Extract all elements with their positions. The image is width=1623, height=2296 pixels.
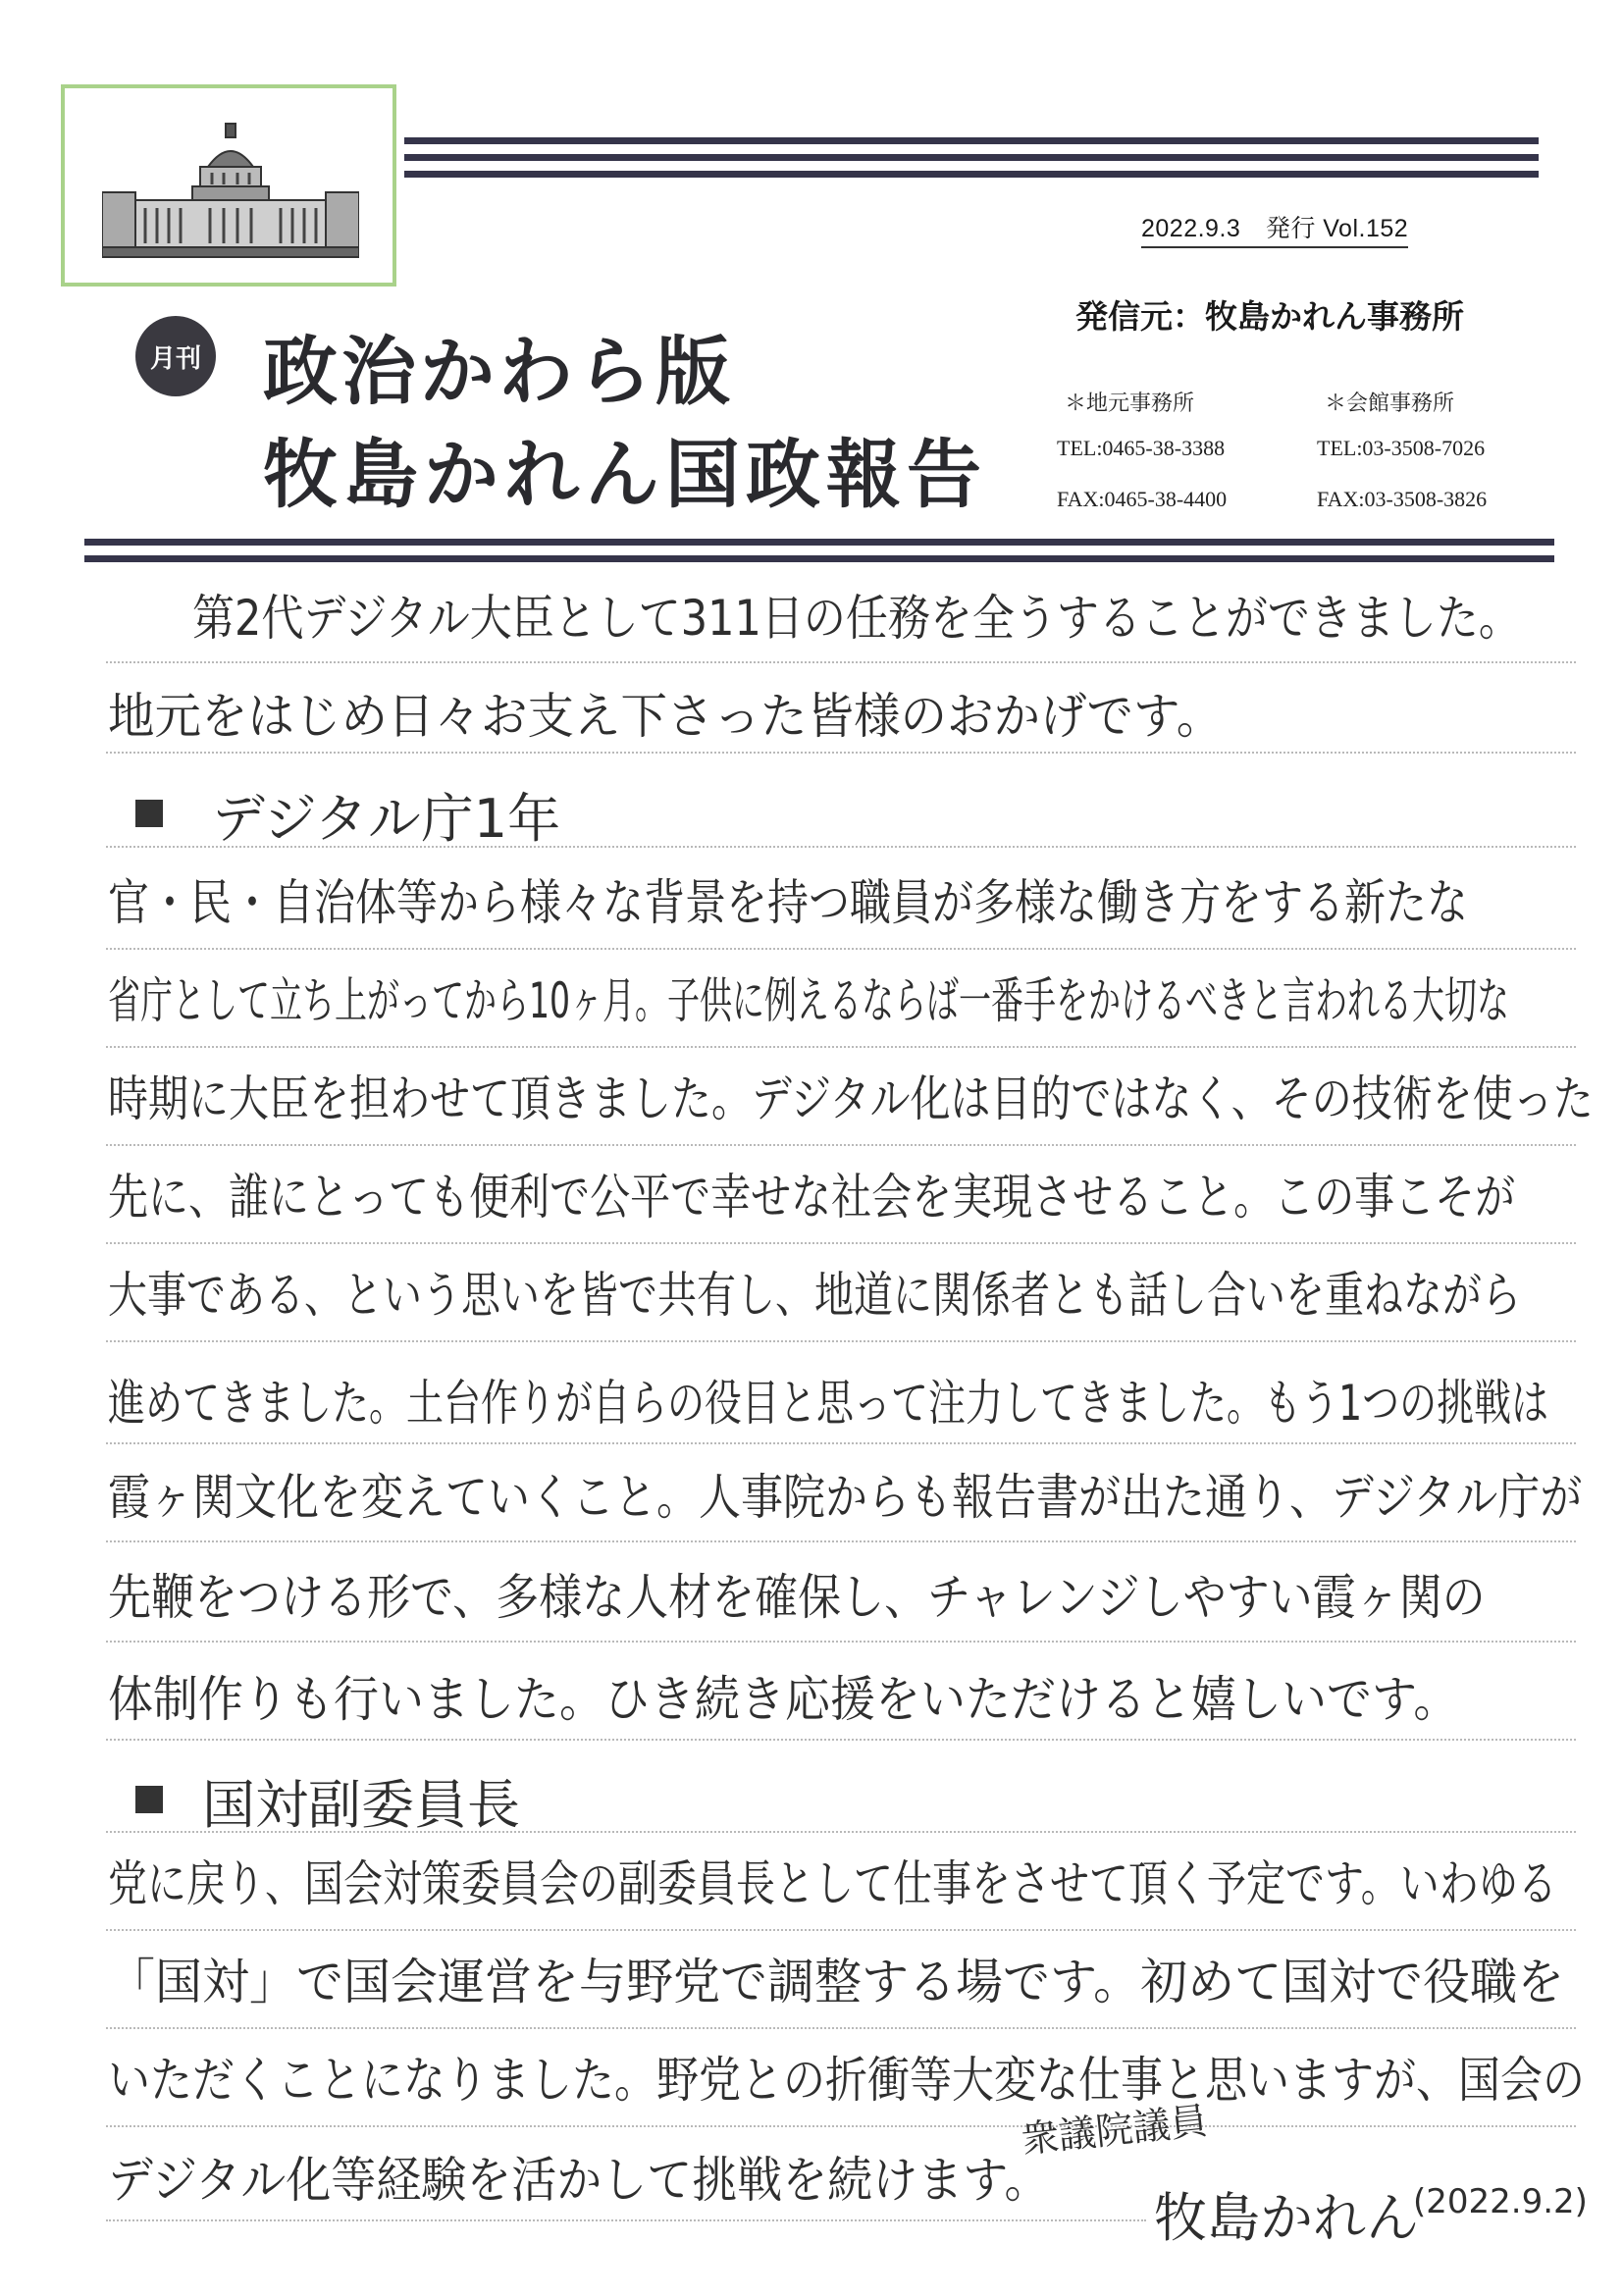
hall-office-fax: FAX:03-3508-3826 — [1317, 487, 1488, 511]
newsletter-title: 政治かわら版 — [263, 328, 734, 415]
section1-line-8: 先鞭をつける形で、多様な人材を確保し、チャレンジしやすい霞ヶ関の — [108, 1569, 1486, 1626]
ruled-line — [106, 1046, 1576, 1048]
local-office-fax: FAX:0465-38-4400 — [1057, 487, 1228, 511]
section-bullet-square — [135, 1786, 163, 1813]
issue-date: 2022.9.3 発行 Vol.152 — [1141, 209, 1408, 248]
ruled-line — [106, 1242, 1576, 1244]
ruled-line — [106, 1540, 1576, 1542]
section2-heading: 国対副委員長 — [202, 1774, 520, 1836]
section1-line-4: 先に、誰にとっても便利で公平で幸せな社会を実現させること。この事こそが — [108, 1169, 1516, 1226]
section2-line-2: 「国対」で国会運営を与野党で調整する場です。初めて国対で役職を — [108, 1954, 1565, 2010]
header-rule-bottom-1 — [84, 539, 1554, 546]
ruled-line — [106, 846, 1576, 848]
hall-office-label: ＊会館事務所 — [1325, 391, 1455, 415]
section1-line-9: 体制作りも行いました。ひき続き応援をいただけると嬉しいです。 — [108, 1671, 1459, 1728]
section2-line-3: いただくことになりました。野党との折衝等大変な仕事と思いますが、国会の — [108, 2052, 1585, 2109]
local-office-label: ＊地元事務所 — [1065, 391, 1195, 415]
ruled-line — [106, 2125, 1576, 2127]
local-office-tel: TEL:0465-38-3388 — [1057, 436, 1226, 460]
ruled-line — [106, 2219, 1146, 2221]
ruled-line — [106, 1144, 1576, 1146]
header-rule-top-1 — [404, 137, 1539, 144]
newsletter-subtitle: 牧島かれん国政報告 — [263, 431, 987, 518]
signature-date: (2022.9.2) — [1413, 2182, 1588, 2221]
section-bullet-square — [135, 800, 163, 827]
ruled-line — [106, 1340, 1576, 1342]
diet-building-logo — [61, 84, 396, 287]
section1-line-2: 省庁として立ち上がってから10ヶ月。子供に例えるならば一番手をかけるべきと言われる大切な — [108, 972, 1509, 1029]
ruled-line — [106, 752, 1576, 754]
section2-line-1: 党に戻り、国会対策委員会の副委員長として仕事をさせて頂く予定です。いわゆる — [108, 1855, 1557, 1912]
monthly-badge: 月刊 — [135, 316, 216, 396]
intro-line-1: 第2代デジタル大臣として311日の任務を全うすることができました。 — [192, 590, 1521, 647]
header-rule-top-2 — [404, 154, 1539, 161]
hall-office-tel: TEL:03-3508-7026 — [1317, 436, 1486, 460]
section1-line-5: 大事である、という思いを皆で共有し、地道に関係者とも話し合いを重ねながら — [108, 1267, 1521, 1324]
signature-name: 牧島かれん — [1154, 2187, 1419, 2249]
ruled-line — [106, 1641, 1576, 1643]
section2-line-4: デジタル化等経験を活かして挑戦を続けます。 — [108, 2152, 1050, 2209]
ruled-line — [106, 1929, 1576, 1931]
section1-line-7: 霞ヶ関文化を変えていくこと。人事院からも報告書が出た通り、デジタル庁が — [108, 1469, 1583, 1526]
section1-line-6: 進めてきました。土台作りが自らの役目と思って注力してきました。もう1つの挑戦は — [108, 1375, 1549, 1432]
section1-line-3: 時期に大臣を担わせて頂きました。デジタル化は目的ではなく、その技術を使った — [108, 1070, 1594, 1127]
diet-building-icon — [102, 116, 359, 263]
intro-line-2: 地元をはじめ日々お支え下さった皆様のおかげです。 — [108, 688, 1224, 745]
section1-heading: デジタル庁1年 — [212, 788, 561, 850]
header-rule-top-3 — [404, 171, 1539, 178]
ruled-line — [106, 1442, 1576, 1444]
sender-office: 発信元：牧島かれん事務所 — [1075, 298, 1464, 335]
header-rule-bottom-2 — [84, 555, 1554, 562]
ruled-line — [106, 948, 1576, 950]
section1-line-1: 官・民・自治体等から様々な背景を持つ職員が多様な働き方をする新たな — [108, 874, 1468, 931]
ruled-line — [106, 661, 1576, 663]
ruled-line — [106, 1739, 1576, 1741]
signature-title: 衆議院議員 — [1019, 2099, 1210, 2162]
ruled-line — [106, 1831, 1576, 1833]
ruled-line — [106, 2027, 1576, 2029]
